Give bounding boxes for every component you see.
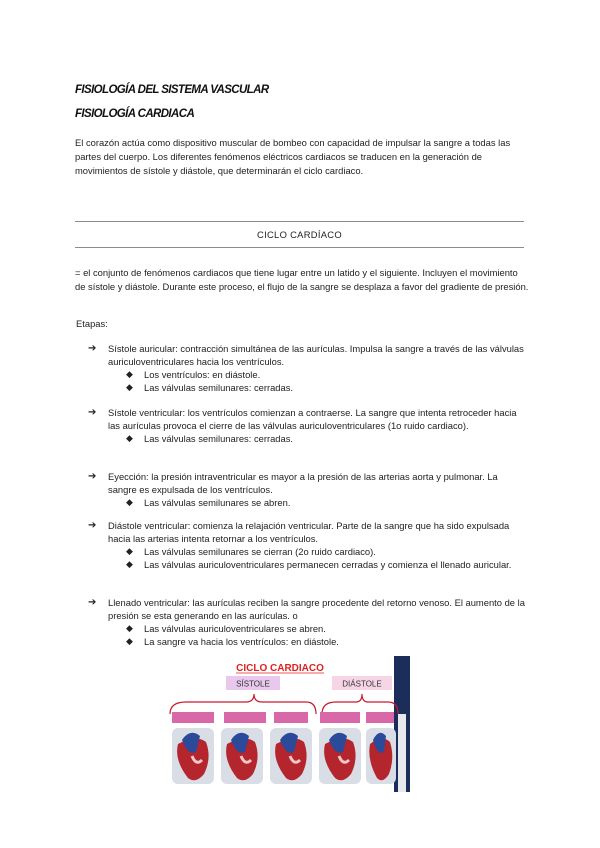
document-title: FISIOLOGÍA DEL SISTEMA VASCULAR: [75, 84, 269, 96]
phase-text: Sístole ventricular: los ventrículos comienzan a contraerse. La sangre que intenta retroceder hacia las aurículas provoca el cierre de las válvulas auriculoventriculares (1o ruido cardiaco).: [108, 407, 517, 431]
phase-bullet: ◆ Las válvulas semilunares se cierran (2o ruido cardiaco).: [126, 546, 376, 557]
phase-bullet: ◆ Las válvulas semilunares: cerradas.: [126, 382, 294, 393]
phase-item: [88, 519, 528, 571]
phase-box: [274, 712, 308, 723]
section-rule-bottom: [75, 247, 524, 248]
figure-title: CICLO CARDIACO: [236, 663, 324, 674]
phase-item: [88, 406, 528, 445]
phase-bullet: ◆ Las válvulas semilunares se abren.: [126, 497, 291, 508]
arrow-right-icon: ➔: [88, 407, 97, 418]
phase-bullet: ◆ La sangre va hacia los ventrículos: en diástole.: [126, 636, 339, 647]
phase-bullet: ◆ Las válvulas auriculoventriculares permanecen cerradas y comienza el llenado auricular.: [126, 559, 512, 570]
diamond-bullet-icon: ◆: [126, 497, 133, 507]
phase-bullet: ◆ Las válvulas auriculoventriculares se abren.: [126, 623, 326, 634]
diamond-bullet-icon: ◆: [126, 433, 133, 443]
diastole-label: DIÁSTOLE: [342, 679, 382, 689]
diamond-bullet-icon: ◆: [126, 546, 133, 556]
heart-illustration: [270, 728, 312, 784]
heart-illustration: [319, 728, 361, 784]
diastole-bracket: [322, 694, 398, 714]
section-rule-top: [75, 221, 524, 222]
section-title: CICLO CARDÍACO: [257, 229, 342, 240]
phase-bullet: ◆ Los ventrículos: en diástole.: [126, 369, 261, 380]
phase-text: Llenado ventricular: las aurículas reciben la sangre procedente del retorno venoso. El aumento de la presión se esta generando en las aurículas. o: [108, 597, 525, 621]
systole-bracket: [170, 694, 316, 714]
phase-text: Eyección: la presión intraventricular es mayor a la presión de las arterias aorta y pulmonar. La sangre es expulsada de los ventrículos.: [108, 471, 498, 495]
diamond-bullet-icon: ◆: [126, 623, 133, 633]
arrow-right-icon: ➔: [88, 597, 97, 608]
phase-text: Sístole auricular: contracción simultánea de las aurículas. Impulsa la sangre a través de las válvulas auriculoventriculares hacia los ventrículos.: [108, 343, 524, 367]
phase-item: [88, 596, 528, 648]
intro-paragraph: El corazón actúa como dispositivo muscular de bombeo con capacidad de impulsar la sangre a todas las partes del cuerpo. Los diferentes fenómenos eléctricos cardiacos se traducen en la generación de movimientos de sístole y diástole, que determinarán el ciclo cardiaco.: [75, 137, 511, 176]
document-subtitle: FISIOLOGÍA CARDIACA: [75, 108, 195, 120]
cardiac-cycle-illustration: [166, 656, 410, 792]
phase-box: [320, 712, 360, 723]
cardiac-cycle-figure: [166, 656, 410, 792]
heart-illustration: [221, 728, 263, 784]
figure-side-strip: [398, 714, 406, 792]
phase-box: [366, 712, 394, 723]
phase-bullet: ◆ Las válvulas semilunares: cerradas.: [126, 433, 294, 444]
definition-paragraph: = el conjunto de fenómenos cardiacos que tiene lugar entre un latido y el siguiente. Incluyen el movimiento de sístole y diástole. Durante este proceso, el flujo de la sangre se desplaza a favor del gradiente de presión.: [75, 267, 529, 292]
diamond-bullet-icon: ◆: [126, 636, 133, 646]
systole-label: SÍSTOLE: [236, 679, 270, 689]
arrow-right-icon: ➔: [88, 471, 97, 482]
phase-text: Diástole ventricular: comienza la relajación ventricular. Parte de la sangre que ha sido expulsada hacia las arterias intenta retornar a los ventrículos.: [108, 520, 510, 544]
diamond-bullet-icon: ◆: [126, 369, 133, 379]
phase-box: [172, 712, 214, 723]
heart-illustration: [366, 728, 396, 784]
phase-item: [88, 470, 528, 509]
phases-label: Etapas:: [76, 318, 108, 329]
phase-item: [88, 342, 528, 394]
phase-box: [224, 712, 266, 723]
heart-illustration: [172, 728, 214, 784]
diamond-bullet-icon: ◆: [126, 559, 133, 569]
arrow-right-icon: ➔: [88, 520, 97, 531]
diamond-bullet-icon: ◆: [126, 382, 133, 392]
arrow-right-icon: ➔: [88, 343, 97, 354]
